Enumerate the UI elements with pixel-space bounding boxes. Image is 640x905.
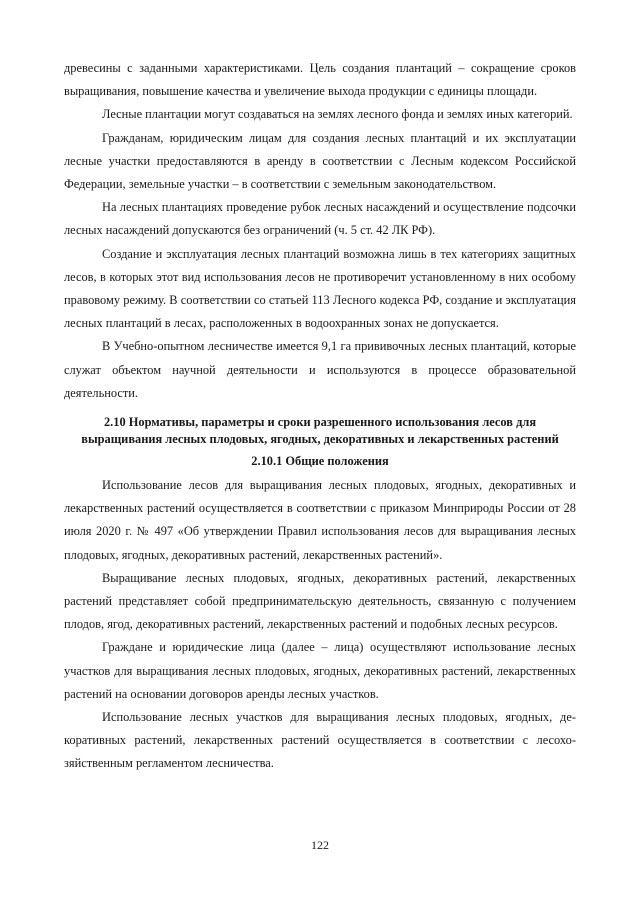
paragraph: В Учебно-опытном лесничестве имеется 9,1 га прививочных лесных плантаций, которые служат объектом научной деятельности и используются в процессе образовательной деятельности. [64, 339, 576, 400]
paragraph: На лесных плантациях проведение рубок лесных насаждений и осуществление подсочки лесных насаждений допускаются без ограничений (ч. 5 ст. 42 ЛК РФ). [64, 200, 576, 238]
paragraph: Использование лесов для выращивания лесных плодовых, ягодных, декоративных и лекарственных растений осуществляется в соответствии с приказом Минприроды России от 28 июля 2020 г. № 497 «Об утверждении Правил использования лесов для выращивания лесных плодовых, ягодных, декоративных растений, лекарственных растений». [64, 478, 576, 562]
paragraph: Гражданам, юридическим лицам для создания лесных плантаций и их эксплуатации лесные участки предоставляются в аренду в соответствии с Лесным кодексом Российской Федерации, земельные участки – в соответствии с земельным законодательством. [64, 130, 576, 192]
page-number: 122 [311, 838, 329, 852]
paragraph: Выращивание лесных плодовых, ягодных, декоративных растений, лекарственных растений представляет собой предпринимательскую деятельность, связанную с получением плодов, ягод, декоративных растений, лекарственных растений и подобных лесных ресурсов. [64, 570, 576, 632]
paragraph: Граждане и юридические лица (далее – лица) осуществляют использование лесных участков для выращивания лесных плодовых, ягодных, декоративных растений, лекарственных растений на основании договоров аренды лесных участков. [64, 640, 576, 701]
paragraph: Лесные плантации могут создаваться на землях лесного фонда и землях иных категорий. [102, 107, 573, 122]
paragraph-continued: древесины с заданными характеристиками. Цель создания плантаций – сокращение сроков выращивания, повышение качества и увеличение выхода продукции с единицы площади. [64, 61, 576, 99]
subsection-heading: 2.10.1 Общие положения [251, 454, 389, 469]
paragraph: Создание и эксплуатация лесных плантаций возможна лишь в тех категориях защитных лесов, в которых этот вид использования лесов не противоречит установленному в них особому правовому режиму. В соответствии со статьей 113 Лесного кодекса РФ, создание и эксплуатация лесных плантаций в лесах, расположенных в водоохранных зонах не допускается. [64, 246, 576, 331]
paragraph: Использование лесных участков для выращивания лесных плодовых, ягодных, декоративных растений, лекарственных растений осуществляется в соответствии с лесохозяйственным регламентом лесничества. [64, 710, 576, 771]
section-heading: 2.10 Нормативы, параметры и сроки разрешенного использования лесов для выращивания лесных плодовых, ягодных, декоративных и лекарственных растений [81, 415, 559, 447]
page-text [64, 57, 576, 776]
